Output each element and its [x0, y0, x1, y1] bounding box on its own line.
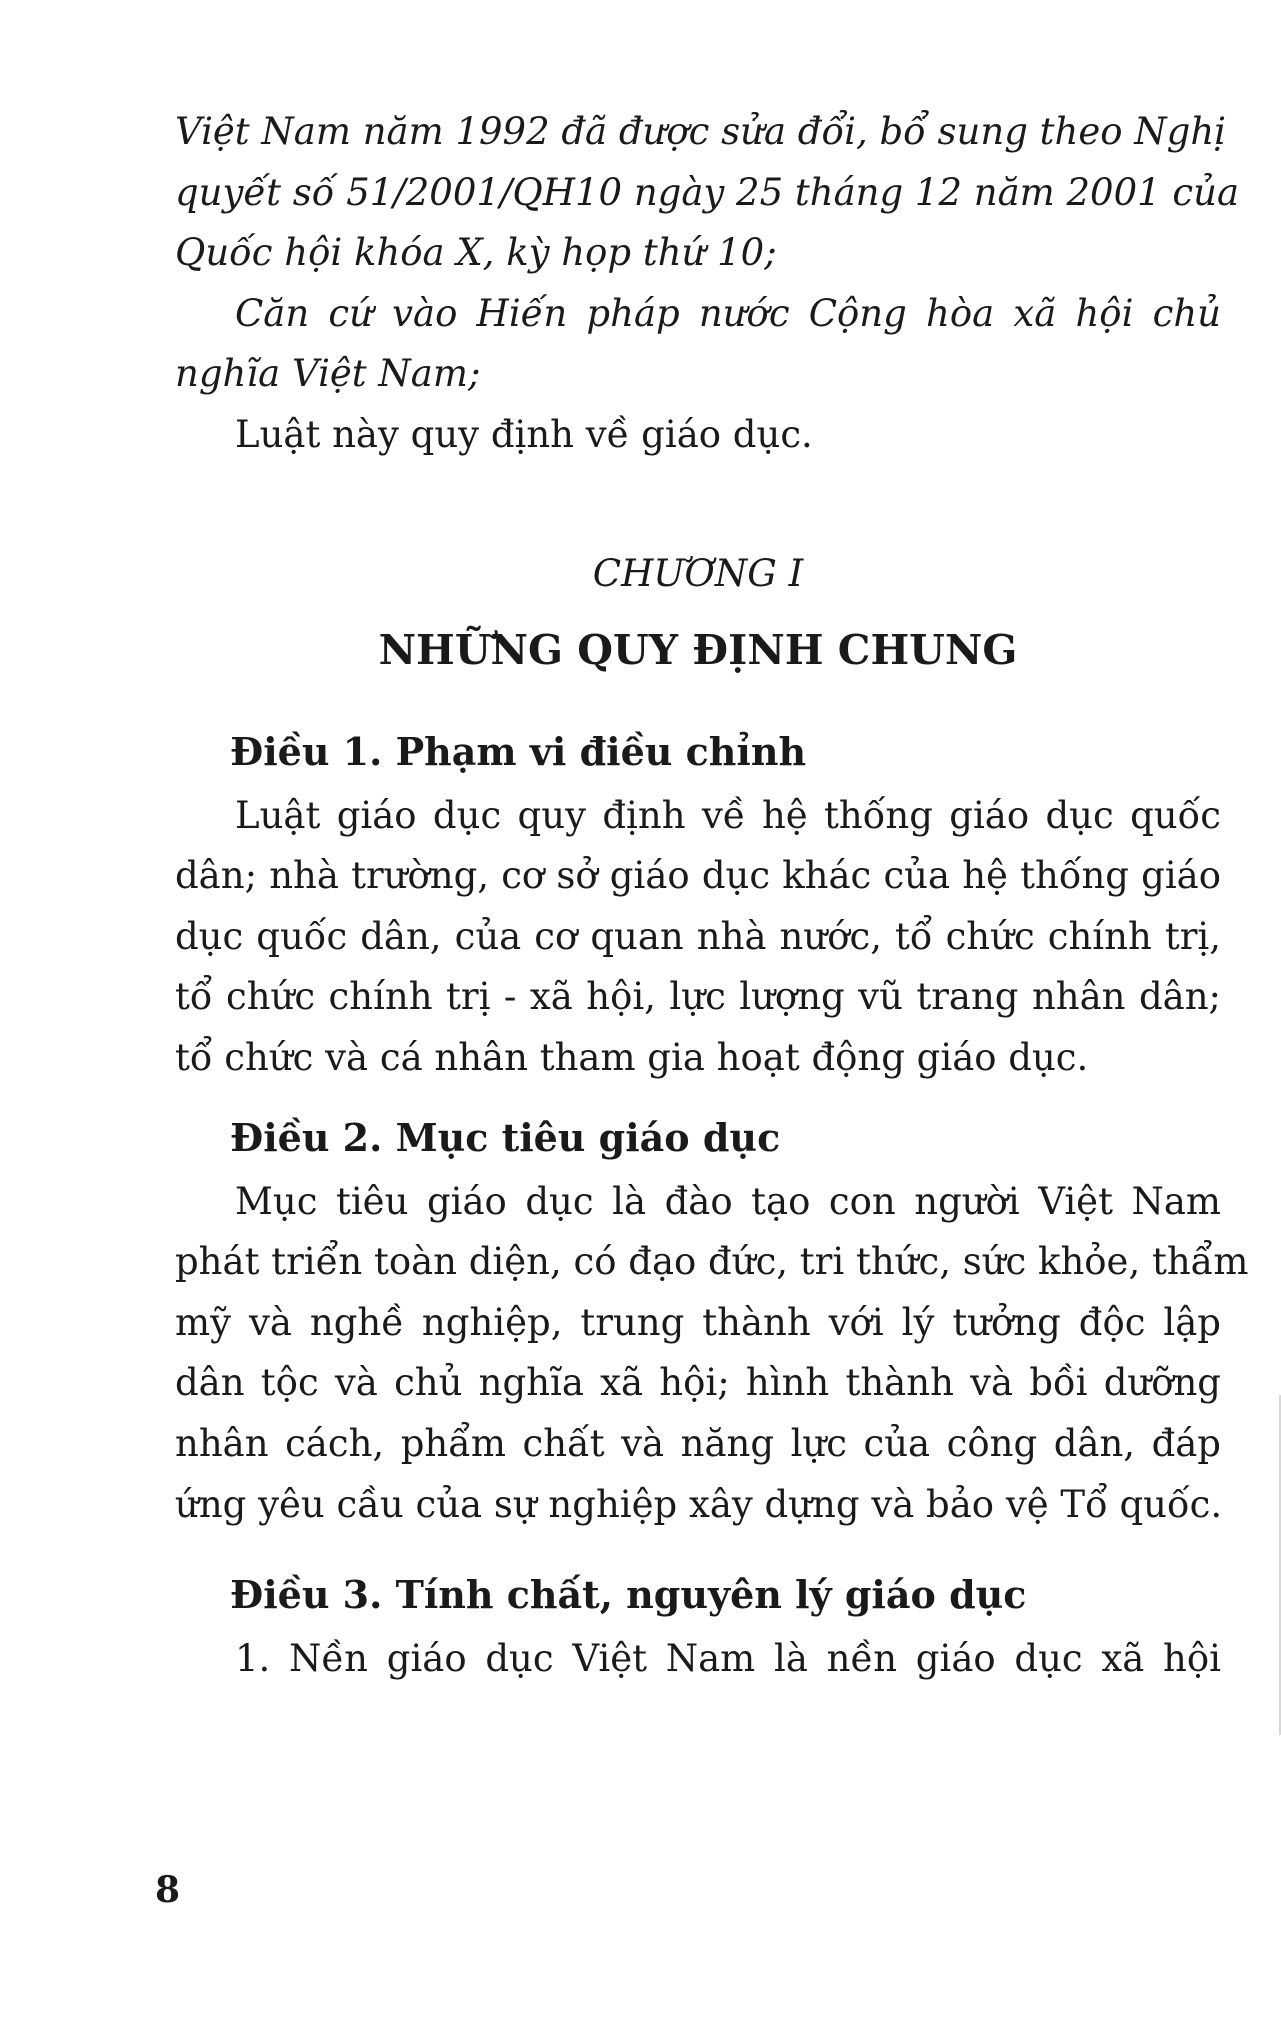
article-line: dân; nhà trường, cơ sở giáo dục khác của hệ thống giáo	[175, 854, 1221, 898]
article-line: tổ chức chính trị - xã hội, lực lượng vũ trang nhân dân;	[175, 975, 1221, 1019]
article-line: mỹ và nghề nghiệp, trung thành với lý tưởng độc lập	[175, 1300, 1221, 1344]
article-line: ứng yêu cầu của sự nghiệp xây dựng và bảo vệ Tổ quốc.	[175, 1482, 1223, 1526]
article-line: dân tộc và chủ nghĩa xã hội; hình thành và bồi dưỡng	[175, 1361, 1221, 1405]
chapter-title: NHỮNG QUY ĐỊNH CHUNG	[378, 625, 1018, 674]
preamble	[175, 102, 1240, 466]
preamble-line: quyết số 51/2001/QH10 ngày 25 tháng 12 năm 2001 của	[175, 170, 1240, 214]
article-line: Luật giáo dục quy định về hệ thống giáo dục quốc	[235, 793, 1221, 837]
article-line: tổ chức và cá nhân tham gia hoạt động giáo dục.	[175, 1035, 1089, 1079]
article-2	[175, 1108, 1249, 1536]
article-line: Mục tiêu giáo dục là đào tạo con người Việt Nam	[235, 1179, 1221, 1223]
article-3	[175, 1565, 1221, 1690]
preamble-line: Căn cứ vào Hiến pháp nước Cộng hòa xã hội chủ	[235, 291, 1221, 335]
article-heading: Điều 1. Phạm vi điều chỉnh	[230, 728, 807, 774]
article-heading: Điều 3. Tính chất, nguyên lý giáo dục	[230, 1572, 1027, 1618]
preamble-closing: Luật này quy định về giáo dục.	[235, 412, 813, 456]
article-line: nhân cách, phẩm chất và năng lực của công dân, đáp	[175, 1421, 1221, 1465]
preamble-line: Quốc hội khóa X, kỳ họp thứ 10;	[175, 231, 777, 275]
article-heading: Điều 2. Mục tiêu giáo dục	[230, 1114, 781, 1160]
preamble-line: Việt Nam năm 1992 đã được sửa đổi, bổ sung theo Nghị	[175, 110, 1226, 153]
page-number: 8	[155, 1869, 181, 1911]
article-line: dục quốc dân, của cơ quan nhà nước, tổ chức chính trị,	[175, 914, 1221, 958]
preamble-line: nghĩa Việt Nam;	[175, 352, 481, 396]
article-line: phát triển toàn diện, có đạo đức, tri thức, sức khỏe, thẩm	[175, 1240, 1249, 1284]
article-line: 1. Nền giáo dục Việt Nam là nền giáo dục xã hội	[235, 1637, 1221, 1681]
article-1	[175, 722, 1221, 1089]
chapter-label: CHƯƠNG I	[592, 551, 804, 595]
